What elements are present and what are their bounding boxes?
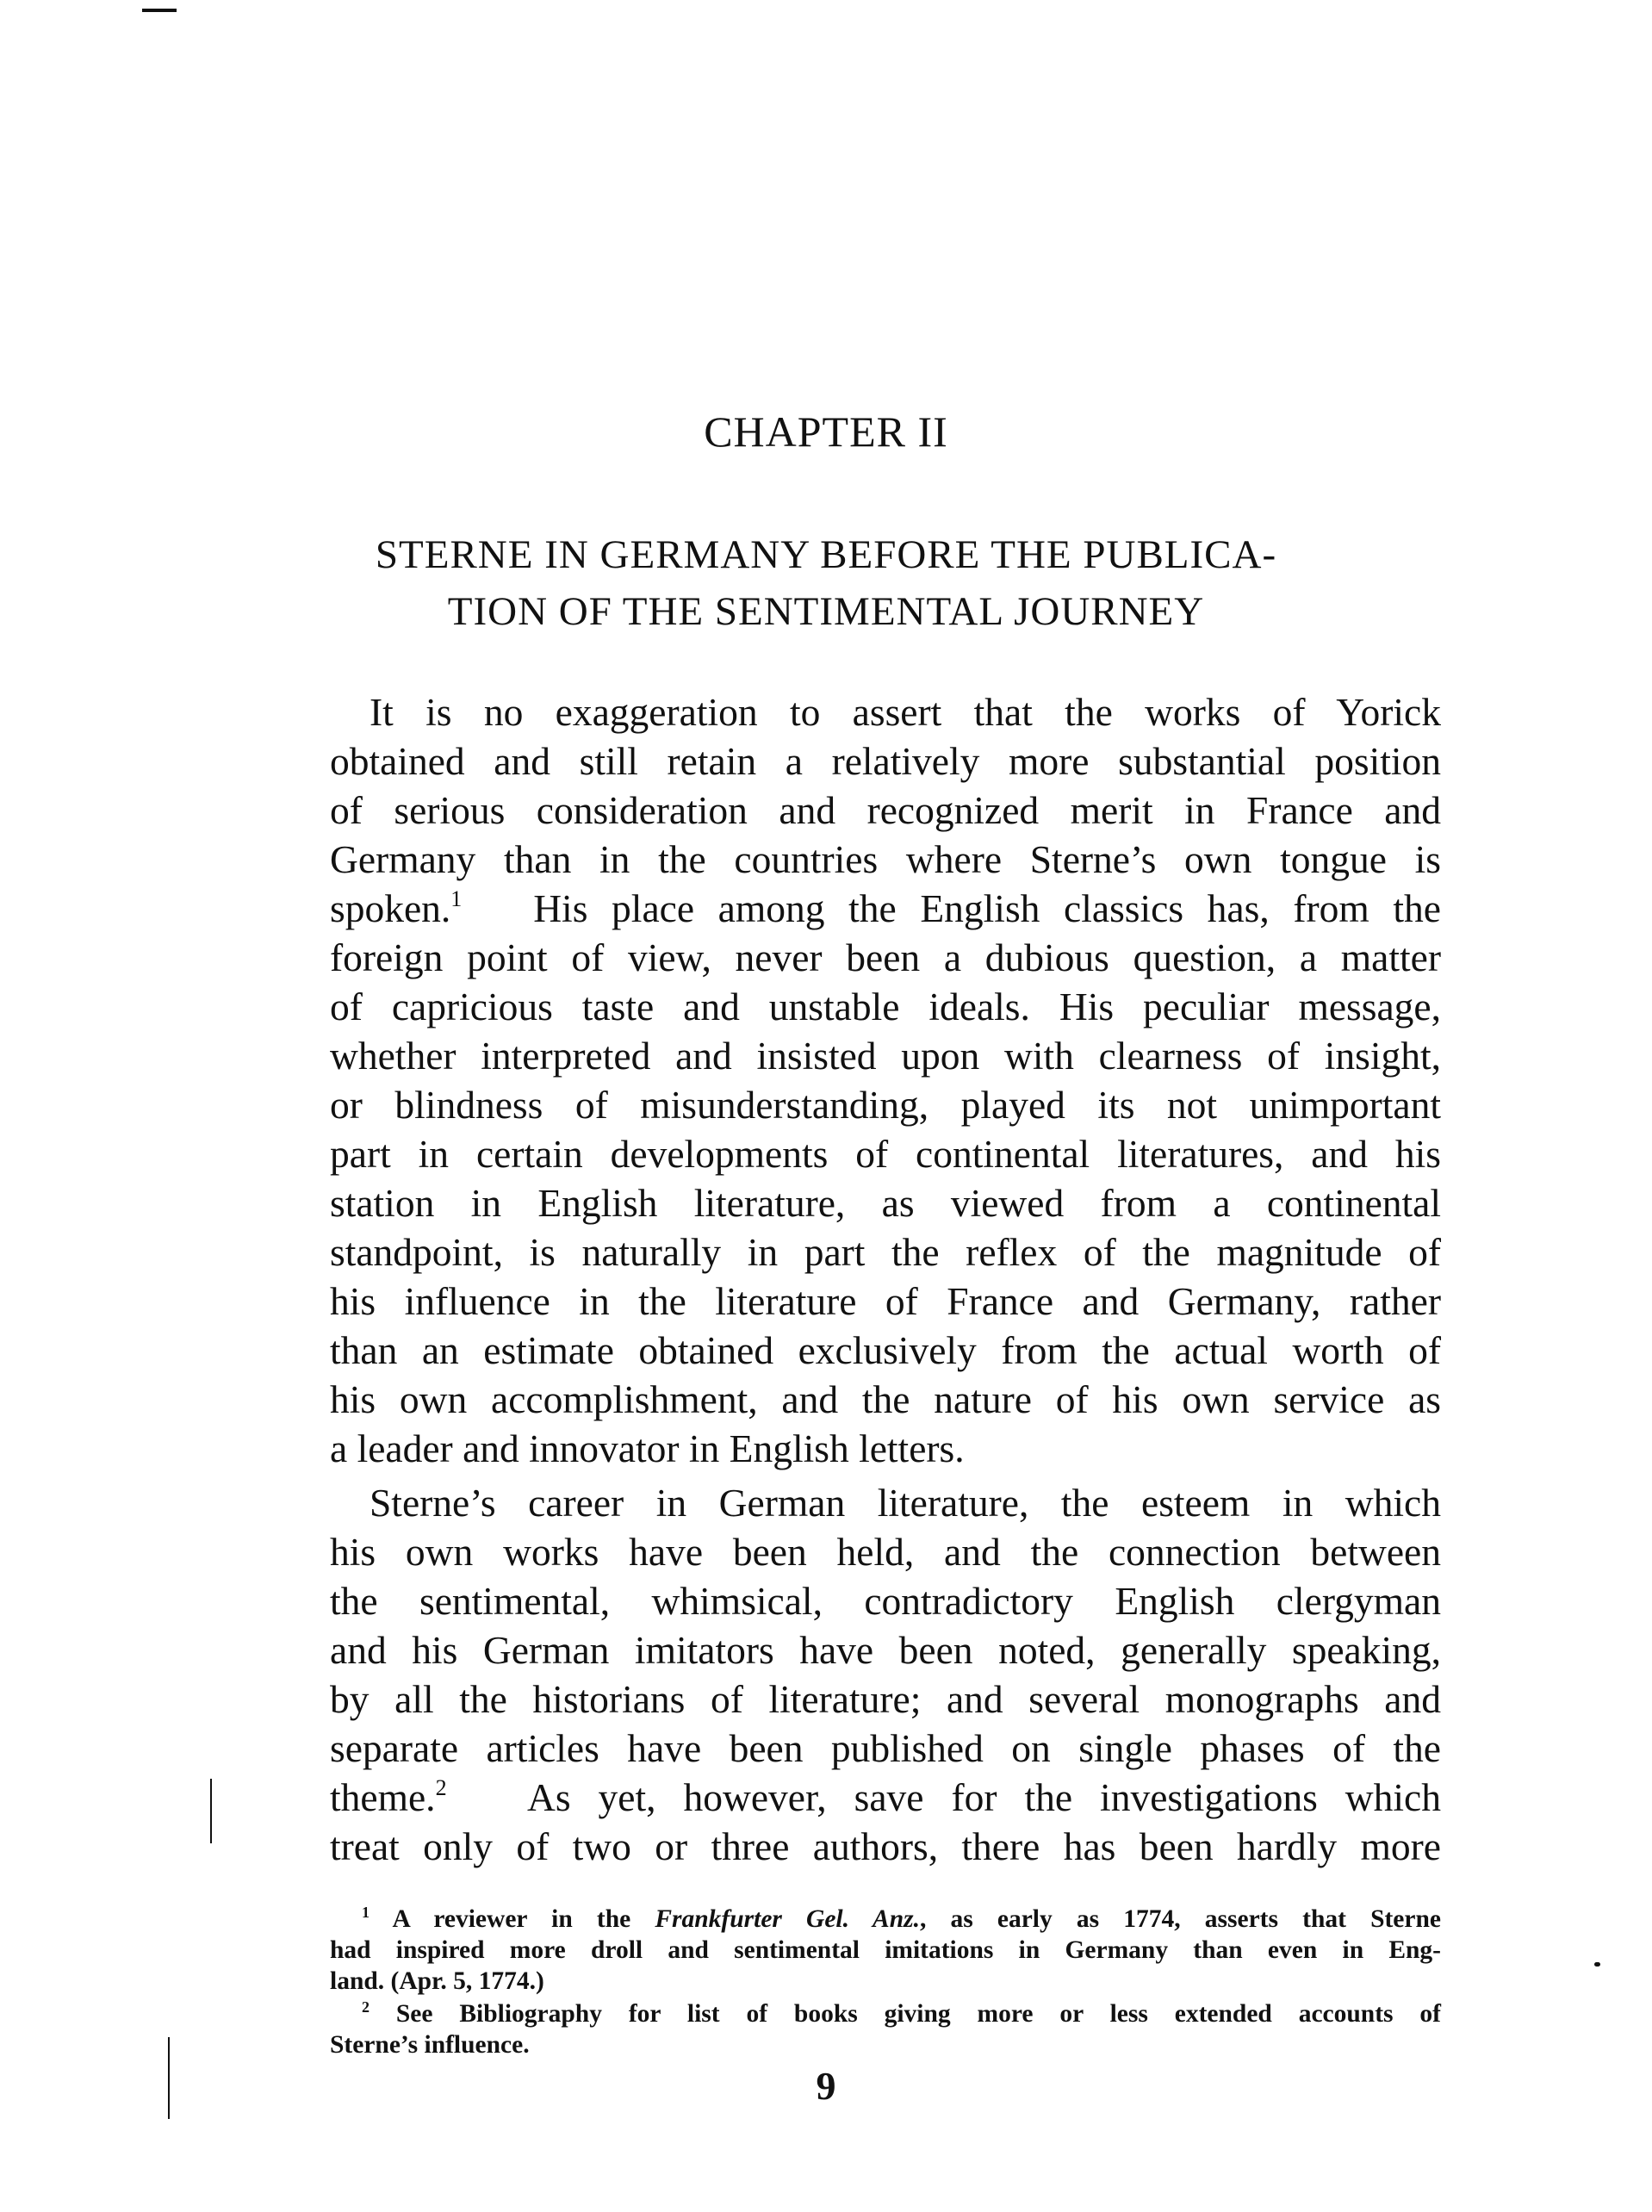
text-line <box>330 1773 1441 1822</box>
text-line: and his German imitators have been noted, generally speaking, <box>330 1628 1441 1672</box>
text: theme. <box>330 1775 436 1819</box>
text-line: standpoint, is naturally in part the reflex of the magnitude of <box>330 1230 1441 1274</box>
text-line: obtained and still retain a relatively more substantial position <box>330 739 1441 783</box>
text-line: his own accomplishment, and the nature of his own service as <box>330 1377 1441 1421</box>
text-line: the sentimental, whimsical, contradictory English clergyman <box>330 1579 1441 1623</box>
chapter-title-line: STERNE IN GERMANY BEFORE THE PUBLICA- <box>375 532 1277 577</box>
text-line: a leader and innovator in English letters. <box>330 1426 965 1470</box>
text-line: of capricious taste and unstable ideals. His peculiar message, <box>330 985 1441 1028</box>
text-line: Sterne’s career in German literature, the esteem in which <box>370 1481 1441 1525</box>
text: See Bibliography for list of books giving more or less extended accounts of <box>395 2000 1441 2028</box>
text-line: separate articles have been published on single phases of the <box>330 1726 1441 1770</box>
text: spoken. <box>330 886 451 930</box>
footnote-ref-1[interactable]: 1 <box>450 886 463 911</box>
text: , as early as 1774, asserts that Sterne <box>919 1905 1441 1933</box>
text-line: than an estimate obtained exclusively from the actual worth of <box>330 1328 1441 1372</box>
footnote-ref-2[interactable]: 2 <box>435 1775 447 1800</box>
text-line: station in English literature, as viewed from a continental <box>330 1181 1441 1225</box>
text-line: his influence in the literature of France and Germany, rather <box>330 1279 1441 1323</box>
footnote-1-line: had inspired more droll and sentimental imitations in Germany than even in Eng- <box>330 1936 1441 1964</box>
footnote-marker: 2 <box>362 1998 370 2016</box>
text: His place among the English classics has, from the <box>533 886 1442 930</box>
footnote-2-line <box>362 1998 1441 2029</box>
footnote-2-line: Sterne’s influence. <box>330 2031 530 2059</box>
footnote-1-line: land. (Apr. 5, 1774.) <box>330 1967 544 1995</box>
text-line: whether interpreted and insisted upon with clearness of insight, <box>330 1034 1441 1078</box>
italic-title: Frankfurter Gel. Anz. <box>655 1905 920 1933</box>
text-line: It is no exaggeration to assert that the works of Yorick <box>370 690 1441 734</box>
text-line: by all the historians of literature; and several monographs and <box>330 1677 1441 1721</box>
text-line: Germany than in the countries where Sterne’s own tongue is <box>330 837 1441 881</box>
text-line: treat only of two or three authors, there has been hardly more <box>330 1824 1441 1868</box>
scan-artifact <box>210 1779 212 1843</box>
text-line: his own works have been held, and the connection between <box>330 1530 1441 1574</box>
chapter-heading: CHAPTER II <box>704 407 948 456</box>
text-line <box>330 884 1441 933</box>
text: A reviewer in the <box>392 1905 655 1933</box>
scan-artifact <box>142 9 177 12</box>
scan-artifact <box>1594 1962 1600 1967</box>
text-line: foreign point of view, never been a dubious question, a matter <box>330 935 1441 979</box>
text-line: of serious consideration and recognized merit in France and <box>330 788 1441 832</box>
page-number: 9 <box>816 2064 836 2108</box>
text-line: or blindness of misunderstanding, played its not unimportant <box>330 1083 1441 1127</box>
text: As yet, however, save for the investigations which <box>526 1775 1441 1819</box>
footnote-1-line <box>362 1904 1441 1935</box>
chapter-title-line: TION OF THE SENTIMENTAL JOURNEY <box>447 589 1205 634</box>
text-line: part in certain developments of continental literatures, and his <box>330 1132 1441 1176</box>
footnote-marker: 1 <box>362 1904 370 1921</box>
